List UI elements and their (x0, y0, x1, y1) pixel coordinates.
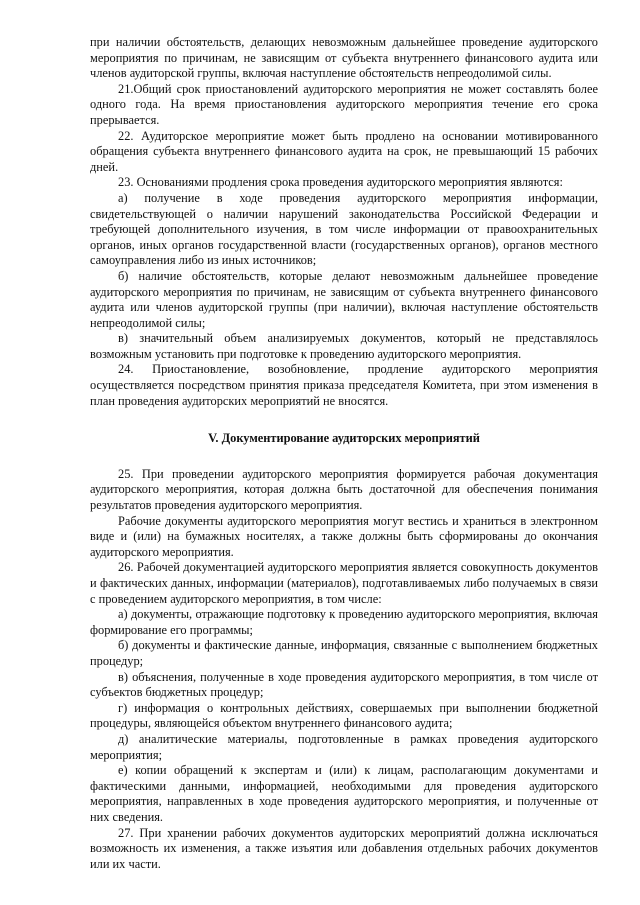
paragraph-27: 27. При хранении рабочих документов аудиторских мероприятий должна исключаться возможность их изменения, а также изъятия или добавления отдельных рабочих документов или их части. (90, 825, 598, 871)
paragraph-21: 21.Общий срок приостановлений аудиторского мероприятия не может составлять более одного года. На время приостановления аудиторского мероприятия течение его срока прерывается. (90, 81, 598, 127)
paragraph-23: 23. Основаниями продления срока проведения аудиторского мероприятия являются: (118, 175, 563, 190)
paragraph-26-v: в) объяснения, полученные в ходе проведения аудиторского мероприятия, в том числе от субъектов бюджетных процедур; (90, 669, 598, 700)
section-heading: V. Документирование аудиторских мероприятий (208, 431, 480, 446)
paragraph-23-a: а) получение в ходе проведения аудиторского мероприятия информации, свидетельствующей о наличии нарушений законодательства Российской Федерации и требующей дополнительного изучения, в том числе информации от правоохранительных органов, иных органов государственной власти (государственных органов), органов местного самоуправления либо из иных источников; (90, 190, 598, 268)
paragraph-26-e: е) копии обращений к экспертам и (или) к лицам, располагающим документами и фактическими данными, информацией, необходимыми для проведения аудиторского мероприятия, направленных в ходе проведения аудиторского мероприятия, и полученные от них сведения. (90, 763, 598, 824)
paragraph-25-workdocs: Рабочие документы аудиторского мероприятия могут вестись и храниться в электронном виде и (или) на бумажных носителях, а также должны быть сформированы до окончания аудиторского мероприятия. (90, 513, 598, 559)
paragraph-26-b: б) документы и фактические данные, информация, связанные с выполнением бюджетных процедур; (90, 638, 598, 668)
paragraph-24: 24. Приостановление, возобновление, продление аудиторского мероприятия осуществляется посредством принятия приказа председателя Комитета, при этом изменения в план проведения аудиторских мероприятий не вносятся. (90, 362, 598, 408)
paragraph-26-a: а) документы, отражающие подготовку к проведению аудиторского мероприятия, включая формирование его программы; (90, 607, 598, 637)
paragraph-23-v: в) значительный объем анализируемых документов, который не представлялось возможным установить при подготовке к проведению аудиторского мероприятия. (90, 331, 598, 361)
paragraph-26-d: д) аналитические материалы, подготовленные в рамках проведения аудиторского мероприятия; (90, 731, 598, 762)
paragraph-23-b: б) наличие обстоятельств, которые делают невозможным дальнейшее проведение аудиторского мероприятия по причинам, не зависящим от субъекта внутреннего финансового аудита или членов аудиторской группы (при наличии), включая наступление обстоятельств непреодолимой силы; (90, 268, 598, 330)
paragraph-26-g: г) информация о контрольных действиях, совершаемых при выполнении бюджетной процедуры, являющейся объектом внутреннего финансового аудита; (90, 700, 598, 731)
paragraph-26: 26. Рабочей документацией аудиторского мероприятия является совокупность документов и фактических данных, информации (материалов), подготавливаемых либо получаемых в связи с проведением аудиторского мероприятия, в том числе: (90, 560, 598, 606)
paragraph-22: 22. Аудиторское мероприятие может быть продлено на основании мотивированного обращения субъекта внутреннего финансового аудита на срок, не превышающий 15 рабочих дней. (90, 128, 598, 174)
paragraph-25: 25. При проведении аудиторского мероприятия формируется рабочая документация аудиторского мероприятия, которая должна быть достаточной для обеспечения понимания результатов проведения аудиторского мероприятия. (90, 466, 598, 513)
paragraph-continuation: при наличии обстоятельств, делающих невозможным дальнейшее проведение аудиторского мероприятия по причинам, не зависящим от субъекта внутреннего финансового аудита или членов аудиторской группы, включая наступление обстоятельств непреодолимой силы. (90, 35, 598, 81)
